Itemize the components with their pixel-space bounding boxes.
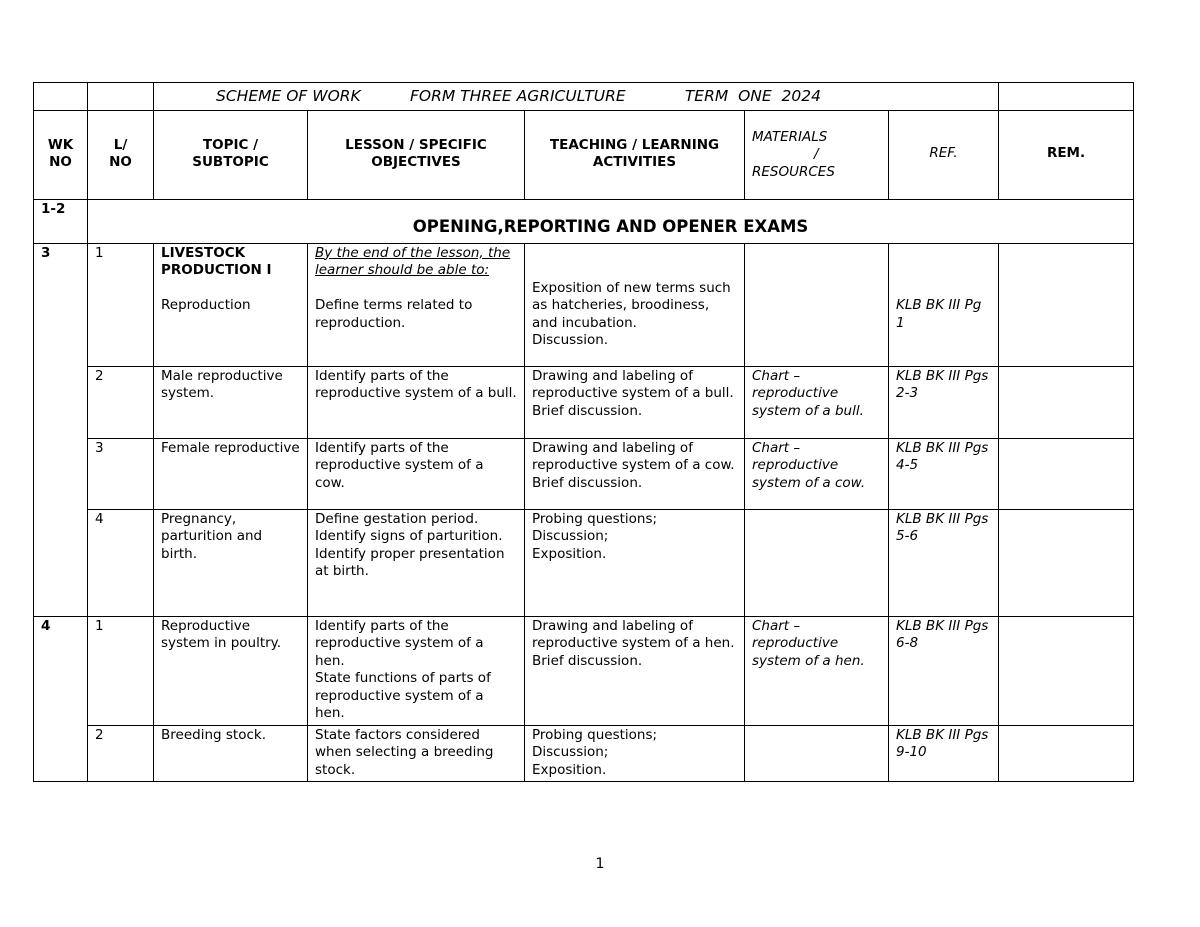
- rem-cell: [999, 438, 1134, 509]
- objectives-cell: [308, 243, 525, 366]
- objectives-cell: Identify parts of the reproductive system of a cow.: [308, 438, 525, 509]
- activity: Exposition of new terms such as hatcheries, broodiness, and incubation.: [532, 279, 731, 331]
- lesson-number: 1: [88, 243, 154, 366]
- materials-cell: [745, 243, 889, 366]
- header-objectives: LESSON / SPECIFIC OBJECTIVES: [308, 110, 525, 199]
- lesson-number: 2: [88, 725, 154, 782]
- activities-cell: [525, 243, 745, 366]
- table-row: [34, 509, 1134, 616]
- ref-cell: KLB BK III Pgs 9-10: [889, 725, 999, 782]
- week-number: 3: [34, 243, 88, 616]
- table-row: [34, 616, 1134, 725]
- rem-cell: [999, 616, 1134, 725]
- ref-cell: KLB BK III Pgs 2-3: [889, 366, 999, 438]
- table-row: [34, 725, 1134, 782]
- header-row: [34, 110, 1134, 199]
- table-row: [34, 243, 1134, 366]
- topic-title: LIVESTOCK PRODUCTION I: [161, 244, 272, 278]
- title-blank-3: [999, 83, 1134, 111]
- header-ref: REF.: [889, 110, 999, 199]
- header-activities: TEACHING / LEARNING ACTIVITIES: [525, 110, 745, 199]
- activity: Probing questions;: [532, 726, 658, 743]
- activities-cell: [525, 438, 745, 509]
- materials-cell: Chart – reproductive system of a bull.: [745, 366, 889, 438]
- table-row: [34, 366, 1134, 438]
- topic-cell: Pregnancy, parturition and birth.: [154, 509, 308, 616]
- lesson-number: 4: [88, 509, 154, 616]
- page-number: 1: [595, 856, 605, 872]
- ref-cell: KLB BK III Pgs 4-5: [889, 438, 999, 509]
- activity: Exposition.: [532, 761, 607, 778]
- header-rem: REM.: [999, 110, 1134, 199]
- activities-cell: [525, 509, 745, 616]
- rem-cell: [999, 366, 1134, 438]
- ref-cell: [889, 243, 999, 366]
- rem-cell: [999, 509, 1134, 616]
- rem-cell: [999, 243, 1134, 366]
- activity: Drawing and labeling of reproductive system of a bull.: [532, 367, 734, 401]
- activity: Discussion;: [532, 744, 609, 760]
- header-wk: WK NO: [34, 110, 88, 199]
- objective: Identify proper presentation at birth.: [315, 545, 505, 579]
- objectives-cell: Identify parts of the reproductive system of a bull.: [308, 366, 525, 438]
- activity: Brief discussion.: [532, 652, 643, 669]
- title-subject: FORM THREE AGRICULTURE: [410, 87, 626, 105]
- objectives-cell: [308, 616, 525, 725]
- header-materials: MATERIALS / RESOURCES: [745, 110, 889, 199]
- week-number: 1-2: [34, 199, 88, 243]
- objective: Identify parts of the reproductive system of a hen.: [315, 617, 484, 669]
- opening-text: OPENING,REPORTING AND OPENER EXAMS: [88, 199, 1134, 243]
- rem-cell: [999, 725, 1134, 782]
- topic-cell: Female reproductive: [154, 438, 308, 509]
- activity: Exposition.: [532, 545, 607, 562]
- lesson-number: 1: [88, 616, 154, 725]
- activity: Drawing and labeling of reproductive system of a cow.: [532, 439, 735, 473]
- activity: Probing questions;: [532, 510, 658, 527]
- materials-cell: [745, 725, 889, 782]
- ref-cell: KLB BK III Pgs 6-8: [889, 616, 999, 725]
- reference: KLB BK III Pg 1: [896, 297, 982, 331]
- topic-cell: Reproductive system in poultry.: [154, 616, 308, 725]
- lesson-number: 3: [88, 438, 154, 509]
- activities-cell: [525, 725, 745, 782]
- document-title: [154, 83, 999, 111]
- title-blank-2: [88, 83, 154, 111]
- objectives-cell: State factors considered when selecting a breeding stock.: [308, 725, 525, 782]
- objective: State functions of parts of reproductive system of a hen.: [315, 670, 491, 721]
- title-blank-1: [34, 83, 88, 111]
- materials-cell: Chart – reproductive system of a cow.: [745, 438, 889, 509]
- topic-cell: Male reproductive system.: [154, 366, 308, 438]
- objective: Define gestation period.: [315, 510, 479, 527]
- activities-cell: [525, 616, 745, 725]
- opening-row: [34, 199, 1134, 243]
- title-row: [34, 83, 1134, 111]
- materials-cell: [745, 509, 889, 616]
- materials-cell: Chart – reproductive system of a hen.: [745, 616, 889, 725]
- objectives-intro: By the end of the lesson, the learner should be able to:: [315, 244, 511, 278]
- objectives-cell: [308, 509, 525, 616]
- objective: Identify signs of parturition.: [315, 528, 503, 544]
- lesson-number: 2: [88, 366, 154, 438]
- activity: Brief discussion.: [532, 474, 643, 491]
- activities-cell: [525, 366, 745, 438]
- activity: Discussion;: [532, 528, 609, 544]
- topic-cell: Breeding stock.: [154, 725, 308, 782]
- header-topic: TOPIC / SUBTOPIC: [154, 110, 308, 199]
- activity: Drawing and labeling of reproductive system of a hen.: [532, 617, 735, 651]
- title-scheme: SCHEME OF WORK: [216, 87, 361, 105]
- table-row: [34, 438, 1134, 509]
- week-number: 4: [34, 616, 88, 782]
- objective: Define terms related to reproduction.: [315, 297, 473, 331]
- topic-cell: [154, 243, 308, 366]
- header-lno: L/ NO: [88, 110, 154, 199]
- title-term: TERM ONE 2024: [684, 87, 821, 105]
- scheme-of-work-table: [33, 82, 1134, 782]
- activity: Brief discussion.: [532, 402, 643, 419]
- subtopic: Reproduction: [161, 297, 251, 313]
- activity: Discussion.: [532, 332, 609, 348]
- ref-cell: KLB BK III Pgs 5-6: [889, 509, 999, 616]
